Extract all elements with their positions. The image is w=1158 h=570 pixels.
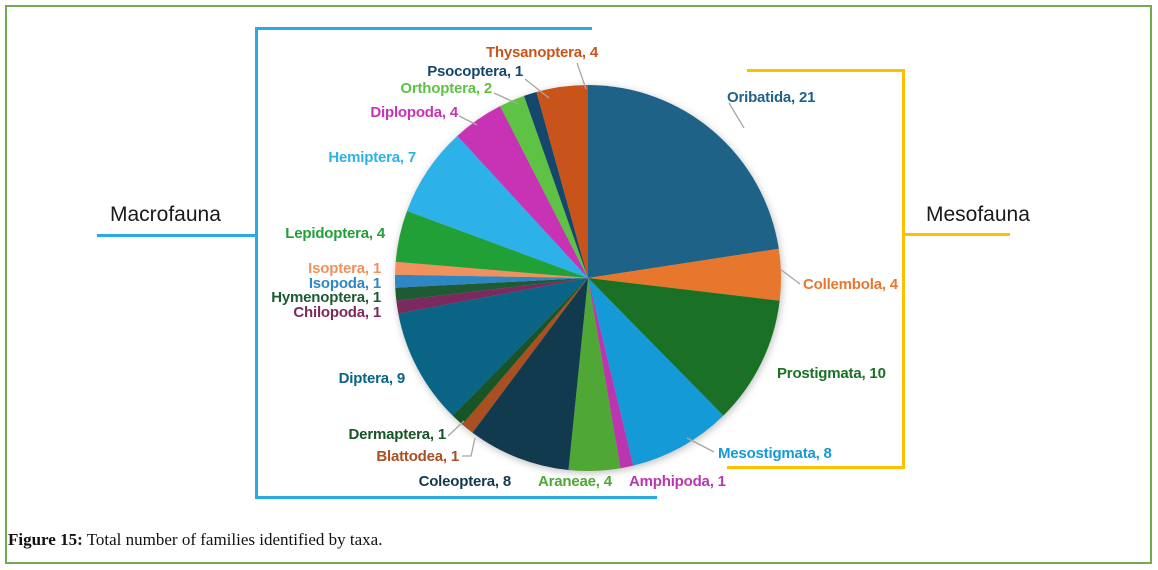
figure-caption-text: Total number of families identified by taxa. [82, 530, 383, 549]
slice-label-dermaptera: Dermaptera, 1 [348, 426, 446, 443]
slice-label-lepidoptera: Lepidoptera, 4 [285, 225, 385, 242]
leader-line-diplopoda [459, 116, 477, 125]
figure-caption [8, 530, 382, 550]
macrofauna-bracket-bottom [255, 496, 657, 499]
leader-line-oribatida [729, 103, 744, 128]
slice-label-araneae: Araneae, 4 [538, 473, 612, 490]
leader-line-blattodea [462, 438, 475, 456]
macrofauna-label: Macrofauna [110, 203, 221, 226]
slice-label-hemiptera: Hemiptera, 7 [328, 149, 416, 166]
slice-label-diplopoda: Diplopoda, 4 [370, 104, 458, 121]
mesofauna-bracket-bottom [727, 466, 905, 469]
slice-label-mesostigmata: Mesostigmata, 8 [718, 445, 832, 462]
macrofauna-bracket-top [255, 27, 592, 30]
leader-line-mesostigmata [687, 438, 714, 452]
leader-line-collembola [780, 269, 800, 284]
figure-caption-number: Figure 15: [8, 530, 83, 549]
slice-label-psocoptera: Psocoptera, 1 [427, 63, 523, 80]
slice-label-isoptera: Isoptera, 1 [308, 260, 381, 277]
slice-label-orthoptera: Orthoptera, 2 [400, 80, 492, 97]
mesofauna-bracket-top [747, 69, 905, 72]
slice-label-isopoda: Isopoda, 1 [308, 275, 381, 292]
slice-label-prostigmata: Prostigmata, 10 [777, 365, 886, 382]
leader-line-dermaptera [448, 421, 464, 436]
macrofauna-underline [97, 234, 258, 237]
slice-label-hymenoptera: Hymenoptera, 1 [271, 289, 381, 306]
slice-label-collembola: Collembola, 4 [803, 276, 898, 293]
macrofauna-bracket-vertical [255, 27, 258, 499]
slice-label-chilopoda: Chilopoda, 1 [293, 304, 381, 321]
slice-label-diptera: Diptera, 9 [338, 370, 405, 387]
slice-label-oribatida: Oribatida, 21 [727, 89, 816, 106]
slice-label-coleoptera: Coleoptera, 8 [418, 473, 511, 490]
mesofauna-underline [902, 233, 1010, 236]
pie-slices [395, 85, 781, 471]
slice-label-thysanoptera: Thysanoptera, 4 [485, 44, 598, 61]
mesofauna-bracket-vertical [902, 69, 905, 469]
leader-line-orthoptera [494, 93, 518, 104]
leader-line-thysanoptera [577, 63, 586, 89]
slice-label-blattodea: Blattodea, 1 [376, 448, 459, 465]
pie-slice-oribatida [588, 85, 779, 278]
slice-label-amphipoda: Amphipoda, 1 [629, 473, 726, 490]
mesofauna-label: Mesofauna [926, 203, 1030, 226]
